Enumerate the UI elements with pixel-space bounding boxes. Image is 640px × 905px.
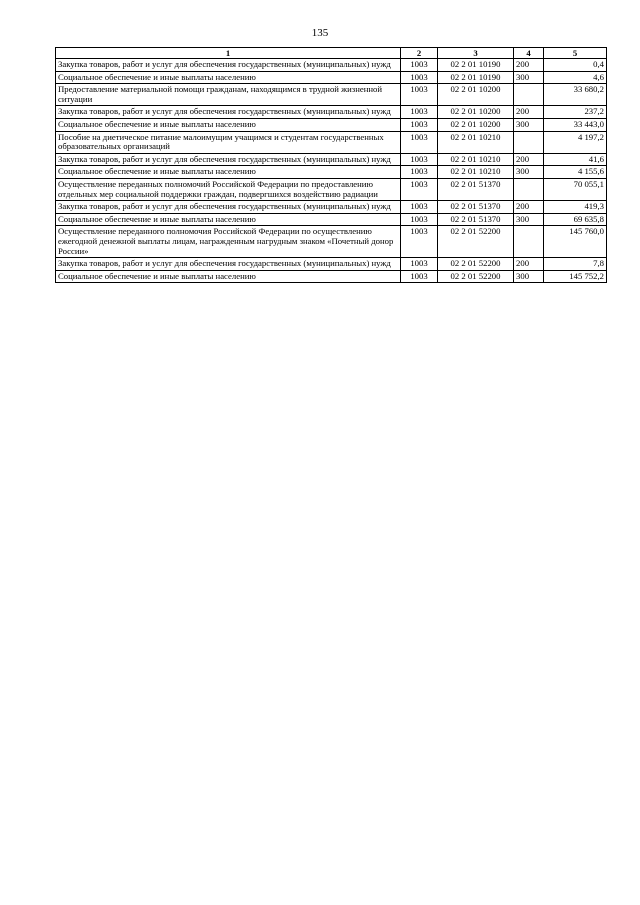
row-section: 1003 bbox=[401, 178, 438, 200]
row-type: 300 bbox=[514, 270, 544, 283]
row-name: Социальное обеспечение и иные выплаты населению bbox=[56, 118, 401, 131]
table-row bbox=[56, 166, 607, 179]
row-name: Предоставление материальной помощи гражданам, находящимся в трудной жизненной ситуации bbox=[56, 84, 401, 106]
row-amount: 0,4 bbox=[544, 59, 607, 72]
row-section: 1003 bbox=[401, 201, 438, 214]
row-code: 02 2 01 51370 bbox=[438, 178, 514, 200]
table-row bbox=[56, 84, 607, 106]
row-section: 1003 bbox=[401, 106, 438, 119]
col-header-type: 4 bbox=[514, 48, 544, 59]
row-amount: 33 680,2 bbox=[544, 84, 607, 106]
table-header bbox=[56, 48, 607, 59]
table-row bbox=[56, 270, 607, 283]
row-amount: 70 055,1 bbox=[544, 178, 607, 200]
row-name: Социальное обеспечение и иные выплаты населению bbox=[56, 166, 401, 179]
row-name: Социальное обеспечение и иные выплаты населению bbox=[56, 270, 401, 283]
row-name: Закупка товаров, работ и услуг для обеспечения государственных (муниципальных) нужд bbox=[56, 153, 401, 166]
row-amount: 7,8 bbox=[544, 258, 607, 271]
table-row bbox=[56, 201, 607, 214]
row-code: 02 2 01 10200 bbox=[438, 106, 514, 119]
row-amount: 237,2 bbox=[544, 106, 607, 119]
row-name: Осуществление переданного полномочия Российской Федерации по осуществлению ежегодной денежной выплаты лицам, награжденным нагрудным знаком «Почетный донор России» bbox=[56, 226, 401, 258]
table-row bbox=[56, 178, 607, 200]
row-name: Социальное обеспечение и иные выплаты населению bbox=[56, 213, 401, 226]
budget-table bbox=[55, 47, 607, 283]
row-code: 02 2 01 52200 bbox=[438, 258, 514, 271]
row-amount: 145 760,0 bbox=[544, 226, 607, 258]
row-type: 300 bbox=[514, 166, 544, 179]
row-code: 02 2 01 52200 bbox=[438, 226, 514, 258]
row-section: 1003 bbox=[401, 59, 438, 72]
row-name: Социальное обеспечение и иные выплаты населению bbox=[56, 71, 401, 84]
row-code: 02 2 01 51370 bbox=[438, 213, 514, 226]
row-section: 1003 bbox=[401, 84, 438, 106]
row-type bbox=[514, 226, 544, 258]
row-code: 02 2 01 10190 bbox=[438, 59, 514, 72]
row-type: 300 bbox=[514, 71, 544, 84]
row-name: Закупка товаров, работ и услуг для обеспечения государственных (муниципальных) нужд bbox=[56, 106, 401, 119]
row-amount: 4,6 bbox=[544, 71, 607, 84]
row-code: 02 2 01 52200 bbox=[438, 270, 514, 283]
row-name: Осуществление переданных полномочий Российской Федерации по предоставлению отдельных мер социальной поддержки граждан, подвергшихся воздействию радиации bbox=[56, 178, 401, 200]
row-amount: 145 752,2 bbox=[544, 270, 607, 283]
row-type: 200 bbox=[514, 106, 544, 119]
row-type bbox=[514, 84, 544, 106]
col-header-name: 1 bbox=[56, 48, 401, 59]
col-header-amount: 5 bbox=[544, 48, 607, 59]
row-name: Закупка товаров, работ и услуг для обеспечения государственных (муниципальных) нужд bbox=[56, 258, 401, 271]
row-section: 1003 bbox=[401, 270, 438, 283]
table-row bbox=[56, 71, 607, 84]
row-section: 1003 bbox=[401, 258, 438, 271]
table-row bbox=[56, 226, 607, 258]
row-code: 02 2 01 10210 bbox=[438, 131, 514, 153]
row-section: 1003 bbox=[401, 166, 438, 179]
row-code: 02 2 01 10210 bbox=[438, 153, 514, 166]
row-section: 1003 bbox=[401, 131, 438, 153]
row-code: 02 2 01 10190 bbox=[438, 71, 514, 84]
row-amount: 4 197,2 bbox=[544, 131, 607, 153]
row-type: 200 bbox=[514, 201, 544, 214]
row-section: 1003 bbox=[401, 71, 438, 84]
row-type: 200 bbox=[514, 153, 544, 166]
row-type bbox=[514, 131, 544, 153]
table-row bbox=[56, 153, 607, 166]
row-name: Закупка товаров, работ и услуг для обеспечения государственных (муниципальных) нужд bbox=[56, 59, 401, 72]
row-amount: 33 443,0 bbox=[544, 118, 607, 131]
row-code: 02 2 01 10200 bbox=[438, 84, 514, 106]
header-row bbox=[56, 48, 607, 59]
table-row bbox=[56, 59, 607, 72]
row-type: 200 bbox=[514, 59, 544, 72]
row-name: Пособие на диетическое питание малоимущим учащимся и студентам государственных образовательных организаций bbox=[56, 131, 401, 153]
table-row bbox=[56, 118, 607, 131]
table-body bbox=[56, 59, 607, 283]
row-code: 02 2 01 10210 bbox=[438, 166, 514, 179]
table-row bbox=[56, 213, 607, 226]
row-amount: 41,6 bbox=[544, 153, 607, 166]
page-number: 135 bbox=[311, 27, 329, 39]
row-code: 02 2 01 10200 bbox=[438, 118, 514, 131]
row-section: 1003 bbox=[401, 226, 438, 258]
row-name: Закупка товаров, работ и услуг для обеспечения государственных (муниципальных) нужд bbox=[56, 201, 401, 214]
table-row bbox=[56, 258, 607, 271]
row-amount: 69 635,8 bbox=[544, 213, 607, 226]
row-section: 1003 bbox=[401, 213, 438, 226]
col-header-code: 3 bbox=[438, 48, 514, 59]
row-amount: 4 155,6 bbox=[544, 166, 607, 179]
row-section: 1003 bbox=[401, 118, 438, 131]
row-type: 200 bbox=[514, 258, 544, 271]
col-header-section: 2 bbox=[401, 48, 438, 59]
table-row bbox=[56, 106, 607, 119]
row-code: 02 2 01 51370 bbox=[438, 201, 514, 214]
row-type: 300 bbox=[514, 118, 544, 131]
row-type: 300 bbox=[514, 213, 544, 226]
row-type bbox=[514, 178, 544, 200]
row-amount: 419,3 bbox=[544, 201, 607, 214]
row-section: 1003 bbox=[401, 153, 438, 166]
table-row bbox=[56, 131, 607, 153]
